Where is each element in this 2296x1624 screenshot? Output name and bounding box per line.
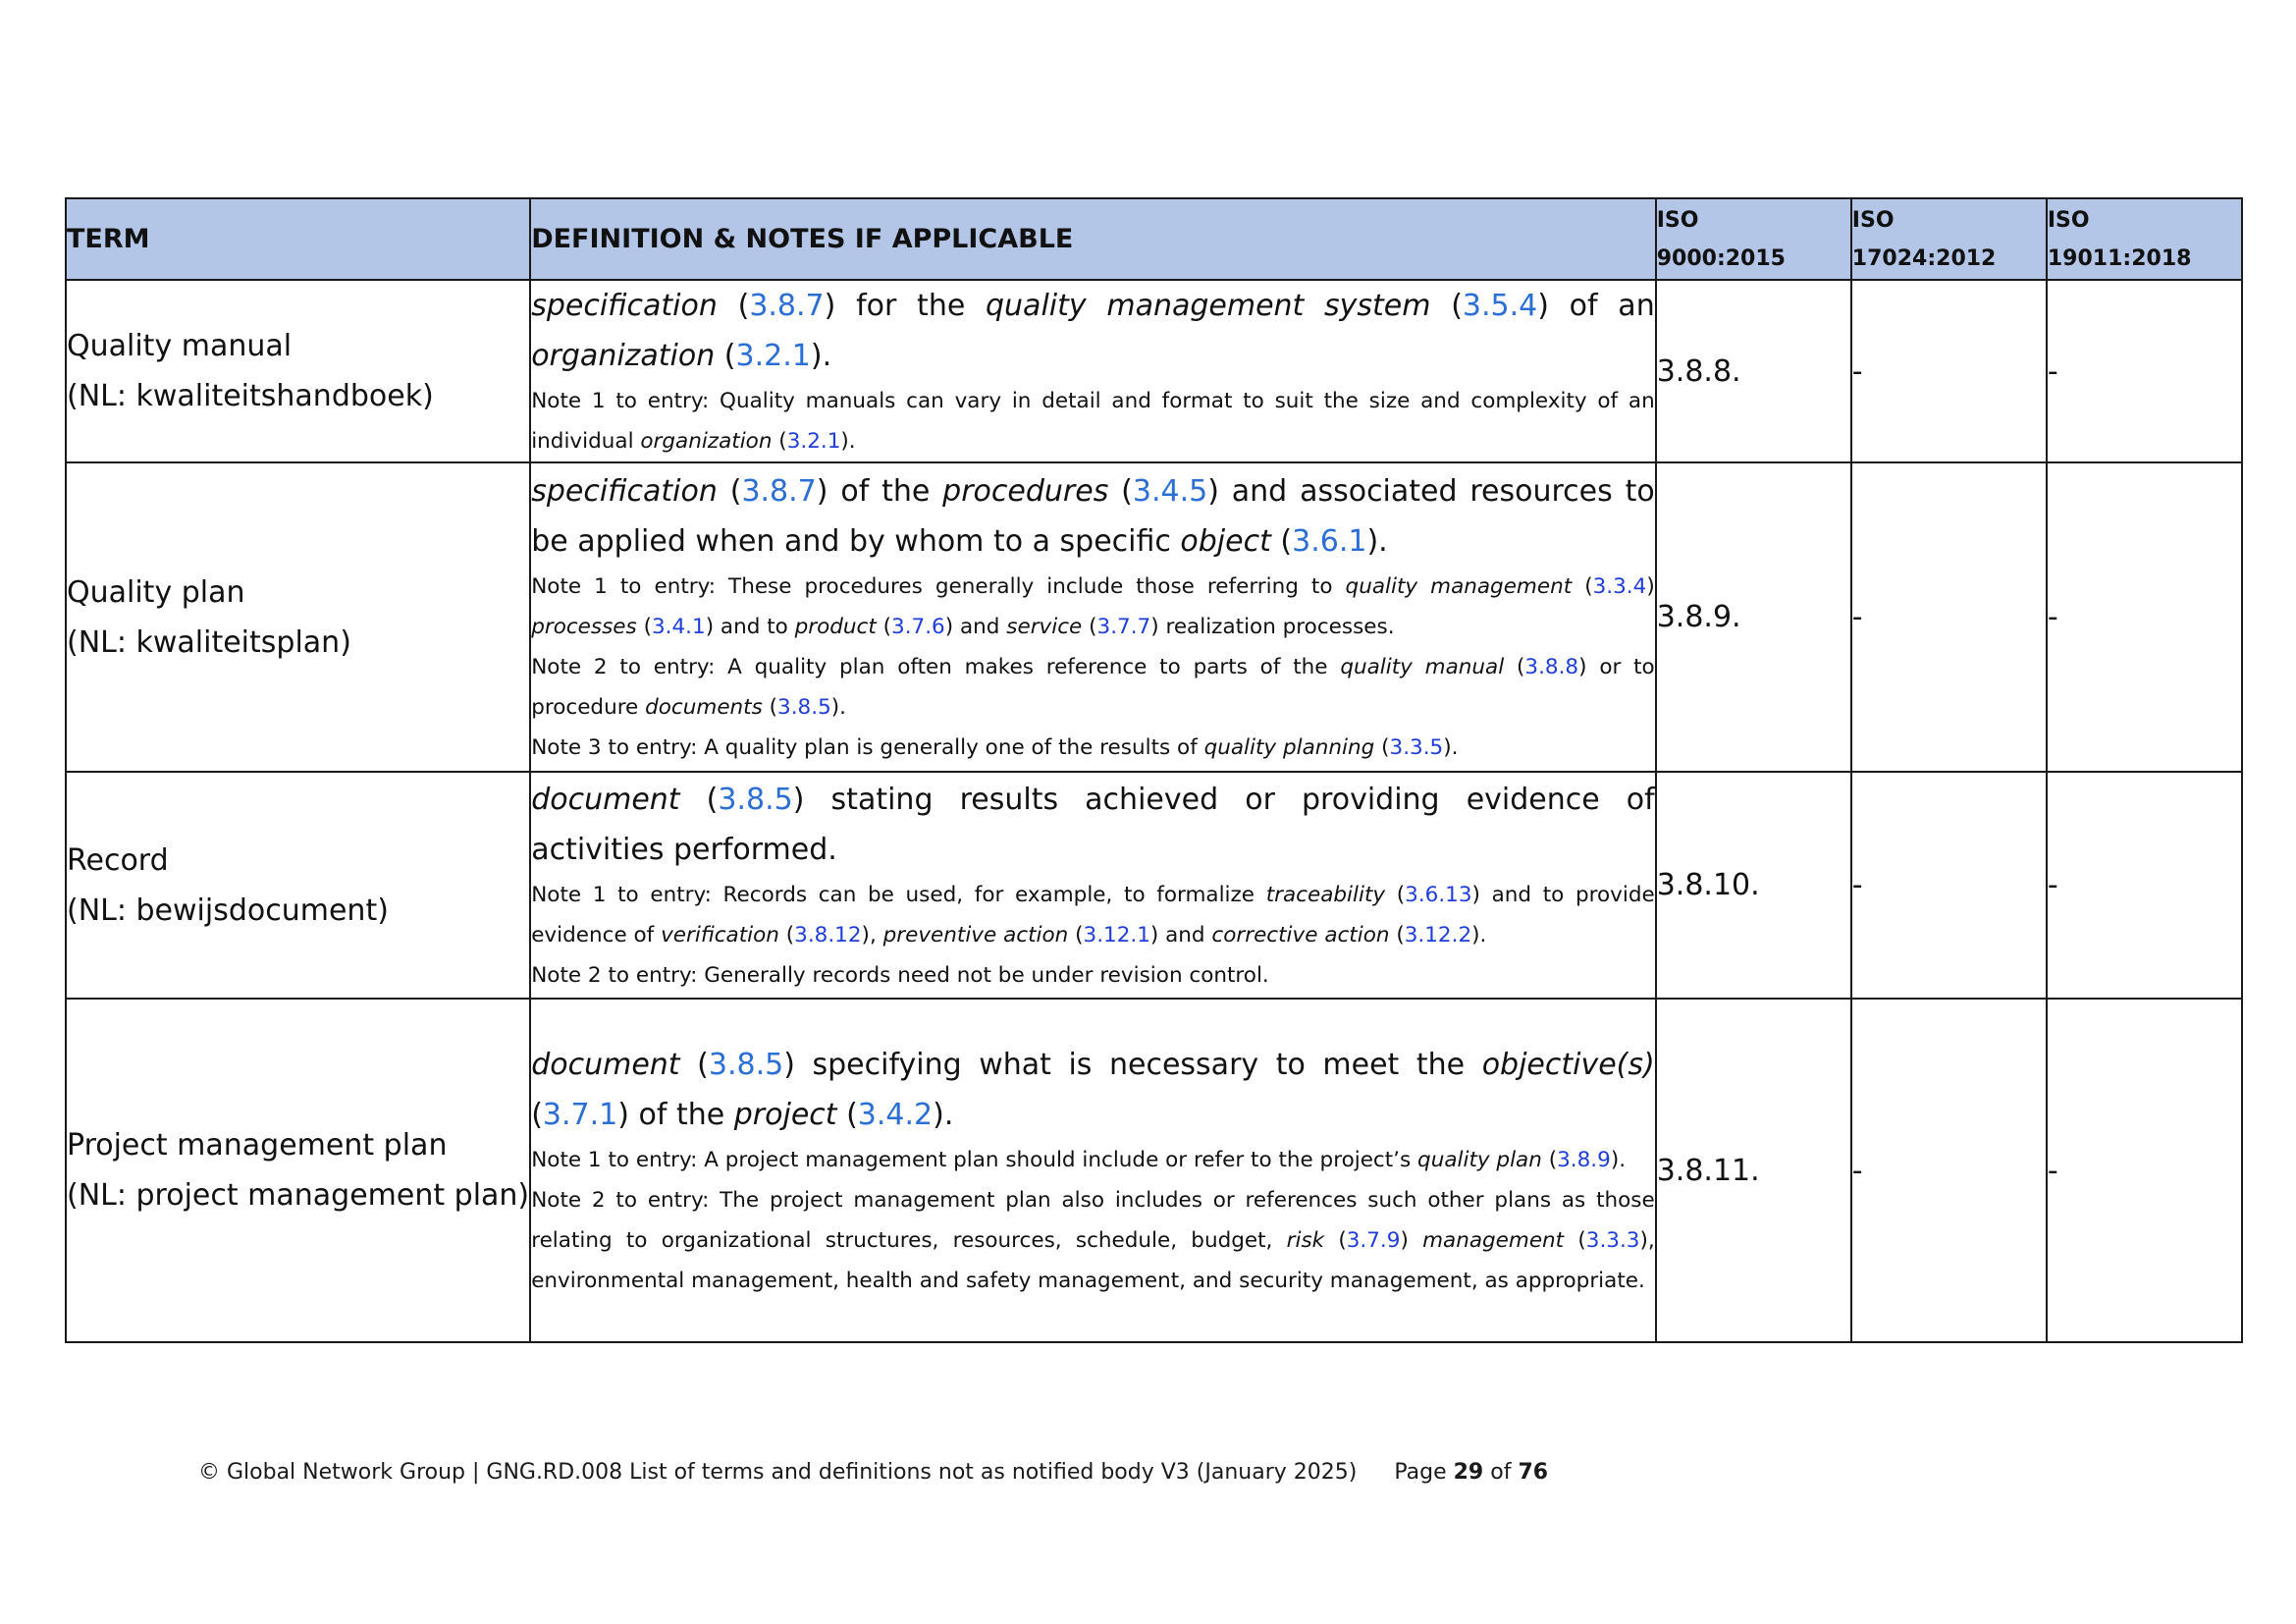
term-nl: (NL: bewijsdocument) (67, 893, 389, 928)
note: Note 2 to entry: The project management plan also includes or references such other plans as those relating to organizational structures, resources, schedule, budget, risk (3.7.9) management (3.3.3), environmental management, health and safety management, and security management, as appropriate. (531, 1188, 1655, 1293)
definition-text: specification (3.8.7) for the quality management system (3.5.4) of an organization (3.2.1). (531, 289, 1655, 373)
defined-term: corrective action (1211, 923, 1390, 947)
clause-reference: 3.8.7 (749, 289, 825, 323)
text-run: . (1619, 1148, 1627, 1172)
defined-term: quality manual (1340, 655, 1505, 679)
defined-term: project (733, 1098, 837, 1132)
table-row (66, 999, 2242, 1342)
clause-reference: 3.3.5 (1389, 735, 1444, 760)
term-nl: (NL: kwaliteitshandboek) (67, 379, 434, 413)
text-run: and (953, 615, 1007, 639)
clause-reference: 3.8.5 (708, 1048, 784, 1082)
defined-term: management (1422, 1228, 1565, 1253)
clause-reference: 3.12.1 (1083, 923, 1150, 947)
iso-17024-clause: - (1851, 280, 2047, 462)
text-run: Note 3 to entry: A quality plan is generally one of the results of (531, 735, 1204, 760)
iso-19011-clause: - (2047, 772, 2242, 999)
header-term: TERM (66, 198, 530, 280)
defined-term: preventive action (882, 923, 1069, 947)
note: Note 2 to entry: A quality plan often makes reference to parts of the quality manual (3.8.8) or to procedure documents (3.8.5). (531, 655, 1655, 720)
header-iso-17024 (1851, 198, 2047, 280)
text-run: or to procedure (531, 655, 1655, 720)
clause-reference: 3.3.3 (1585, 1228, 1640, 1253)
defined-term: quality management (1345, 574, 1573, 599)
defined-term: quality management system (986, 289, 1431, 323)
definition-cell (530, 772, 1656, 999)
iso-9000-clause: 3.8.11. (1656, 999, 1851, 1342)
clause-reference: 3.4.5 (1132, 474, 1208, 509)
text-run: . (822, 339, 832, 373)
iso-9000-clause: 3.8.9. (1656, 462, 1851, 772)
clause-reference: 3.2.1 (735, 339, 811, 373)
defined-term: organization (531, 339, 716, 373)
text-run: . (943, 1098, 954, 1132)
clause-reference: 3.8.9 (1557, 1148, 1611, 1172)
text-run: for the (835, 289, 986, 323)
text-run: of the (828, 474, 943, 509)
iso-17024-clause: - (1851, 999, 2047, 1342)
clause-reference: 3.7.7 (1096, 615, 1151, 639)
defined-term: objective(s) (1481, 1048, 1655, 1082)
text-run: and (1158, 923, 1212, 947)
iso-17024-clause: - (1851, 772, 2047, 999)
clause-reference: 3.12.2 (1404, 923, 1472, 947)
text-run: and to provide evidence of (531, 883, 1655, 947)
defined-term: service (1006, 615, 1083, 639)
clause-reference: 3.6.13 (1405, 883, 1472, 907)
header-iso-17024-line2: 17024:2012 (1851, 245, 1997, 271)
term-nl: (NL: kwaliteitsplan) (67, 624, 351, 660)
clause-reference: 3.8.7 (741, 474, 817, 509)
defined-term: quality plan (1417, 1148, 1542, 1172)
text-run: of the (628, 1098, 734, 1132)
term-name: Project management plan (67, 1128, 448, 1163)
clause-reference: 3.4.1 (651, 615, 706, 639)
defined-term: documents (645, 695, 763, 720)
table-row (66, 772, 2242, 999)
defined-term: specification (531, 289, 718, 323)
text-run: Note 2 to entry: The project management plan also includes or references such other plans as those relating to organizational structures, resources, schedule, budget, (531, 1188, 1655, 1253)
definition-cell (530, 280, 1656, 462)
defined-term: document (531, 783, 680, 817)
defined-term: specification (531, 474, 718, 509)
text-run: . (1451, 735, 1459, 760)
text-run: specifying what is necessary to meet the (794, 1048, 1482, 1082)
table-row (66, 280, 2242, 462)
header-definition: DEFINITION & NOTES IF APPLICABLE (530, 198, 1656, 280)
header-iso-19011-line2: 19011:2018 (2047, 245, 2192, 271)
term-cell (66, 462, 530, 772)
defined-term: verification (661, 923, 779, 947)
header-iso-9000-line2: 9000:2015 (1656, 245, 1786, 271)
page-total: 76 (1518, 1460, 1549, 1485)
text-run: of an (1548, 289, 1655, 323)
header-iso-17024-line1: ISO (1851, 207, 1895, 233)
defined-term: object (1180, 524, 1271, 559)
note: Note 1 to entry: These procedures generally include those referring to quality management (3.3.4) processes (3.4.1) and to product (3.7.6) and service (3.7.7) realization processes. (531, 574, 1655, 639)
clause-reference: 3.7.9 (1346, 1228, 1401, 1253)
text-run: realization processes. (1158, 615, 1395, 639)
note: Note 1 to entry: Quality manuals can vary in detail and format to suit the size and complexity of an individual organization (3.2.1). (531, 389, 1655, 454)
text-run: . (839, 695, 846, 720)
iso-19011-clause: - (2047, 999, 2242, 1342)
definition-cell (530, 462, 1656, 772)
term-name: Quality manual (67, 329, 293, 363)
clause-reference: 3.2.1 (786, 429, 841, 454)
note: Note 1 to entry: A project management plan should include or refer to the project’s quality plan (3.8.9). (531, 1148, 1627, 1172)
text-run: and associated resources to be applied when and by whom to a specific (531, 474, 1655, 559)
text-run: , (869, 923, 883, 947)
definition-text: document (3.8.5) specifying what is necessary to meet the objective(s) (3.7.1) of the project (3.4.2). (531, 1048, 1655, 1132)
note: Note 3 to entry: A quality plan is generally one of the results of quality planning (3.3.5). (531, 735, 1459, 760)
text-run (1409, 1228, 1422, 1253)
clause-reference: 3.7.6 (891, 615, 945, 639)
term-cell (66, 280, 530, 462)
text-run: . (1378, 524, 1388, 559)
text-run: Note 1 to entry: A project management plan should include or refer to the project’s (531, 1148, 1418, 1172)
definition-text: specification (3.8.7) of the procedures (3.4.5) and associated resources to be applied when and by whom to a specific object (3.6.1). (531, 474, 1655, 559)
term-name: Quality plan (67, 574, 245, 610)
defined-term: risk (1286, 1228, 1325, 1253)
term-cell (66, 772, 530, 999)
clause-reference: 3.8.5 (718, 783, 793, 817)
text-run: Note 1 to entry: These procedures generally include those referring to (531, 574, 1346, 599)
term-name: Record (67, 842, 169, 878)
text-run: Note 1 to entry: Quality manuals can vary in detail and format to suit the size and complexity of an individual (531, 389, 1655, 454)
clause-reference: 3.8.5 (777, 695, 831, 720)
defined-term: procedures (942, 474, 1109, 509)
text-run: stating results achieved or providing evidence of activities performed. (531, 783, 1655, 867)
defined-term: quality planning (1203, 735, 1375, 760)
text-run: . (848, 429, 856, 454)
text-run: . (1479, 923, 1487, 947)
iso-9000-clause: 3.8.8. (1656, 280, 1851, 462)
page-label: Page (1394, 1460, 1447, 1485)
table-header-row (66, 198, 2242, 280)
text-run: Note 1 to entry: Records can be used, for example, to formalize (531, 883, 1266, 907)
note: Note 1 to entry: Records can be used, for example, to formalize traceability (3.6.13) and to provide evidence of verification (3.8.12), preventive action (3.12.1) and corrective action (3.12.2). (531, 883, 1655, 947)
clause-reference: 3.4.2 (857, 1098, 934, 1132)
page-footer (198, 1460, 1548, 1485)
term-nl: (NL: project management plan) (67, 1178, 530, 1213)
definition-text: document (3.8.5) stating results achieved or providing evidence of activities performed. (531, 783, 1655, 867)
iso-19011-clause: - (2047, 462, 2242, 772)
header-iso-19011-line1: ISO (2047, 207, 2090, 233)
iso-17024-clause: - (1851, 462, 2047, 772)
text-run: Note 2 to entry: A quality plan often makes reference to parts of the (531, 655, 1341, 679)
header-iso-9000 (1656, 198, 1851, 280)
clause-reference: 3.8.12 (794, 923, 862, 947)
header-iso-19011 (2047, 198, 2242, 280)
header-iso-9000-line1: ISO (1656, 207, 1699, 233)
iso-9000-clause: 3.8.10. (1656, 772, 1851, 999)
note: Note 2 to entry: Generally records need not be under revision control. (531, 963, 1269, 988)
clause-reference: 3.6.1 (1292, 524, 1367, 559)
text-run: and to (714, 615, 795, 639)
defined-term: organization (640, 429, 773, 454)
defined-term: traceability (1265, 883, 1386, 907)
defined-term: document (531, 1048, 680, 1082)
clause-reference: 3.7.1 (542, 1098, 618, 1132)
defined-term: processes (531, 615, 637, 639)
footer-text: © Global Network Group | GNG.RD.008 List of terms and definitions not as notified body V3 (January 2025) (198, 1460, 1358, 1485)
page-of: of (1490, 1460, 1512, 1485)
defined-term: product (794, 615, 877, 639)
table-row (66, 462, 2242, 772)
clause-reference: 3.5.4 (1462, 289, 1538, 323)
page-current: 29 (1453, 1460, 1484, 1485)
definition-cell (530, 999, 1656, 1342)
terms-table (65, 197, 2243, 1343)
clause-reference: 3.8.8 (1524, 655, 1579, 679)
iso-19011-clause: - (2047, 280, 2242, 462)
clause-reference: 3.3.4 (1592, 574, 1647, 599)
term-cell (66, 999, 530, 1342)
text-run: , environmental management, health and safety management, and security management, as appropriate. (531, 1228, 1655, 1293)
